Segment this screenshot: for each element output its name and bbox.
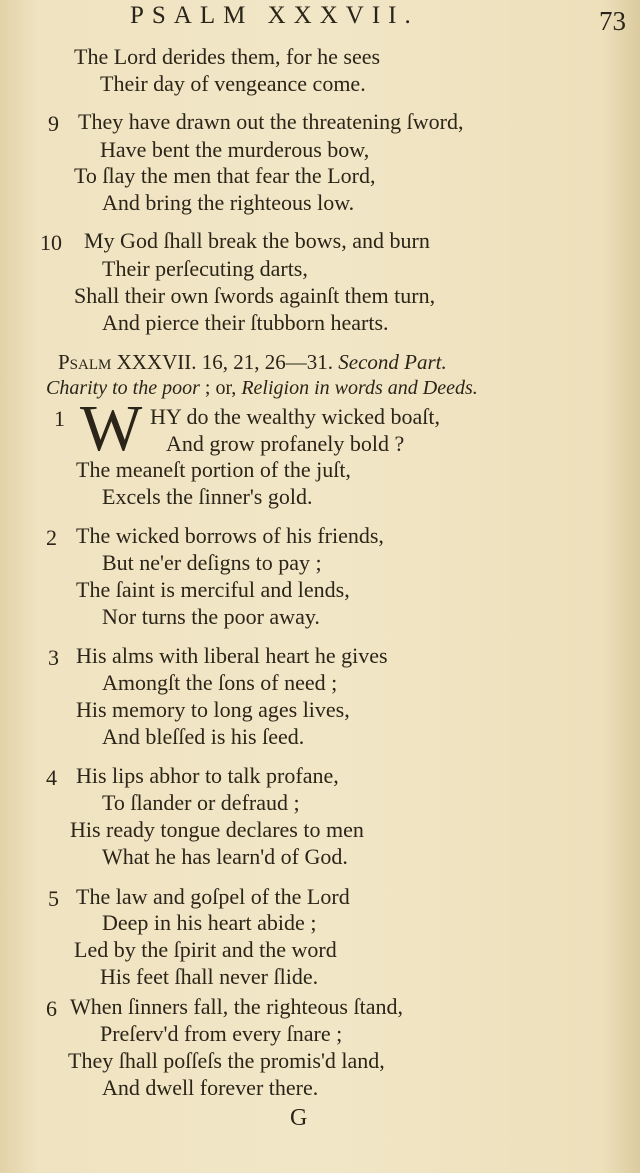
verse-line: Their perſecuting darts,	[102, 256, 308, 281]
verse-line: Shall their own ſwords againſt them turn,	[74, 283, 436, 308]
subtitle-separator: ; or,	[204, 377, 237, 399]
stanza-number: 6	[46, 996, 57, 1021]
psalm-heading	[58, 349, 447, 375]
psalm-heading-title: Psalm XXXVII. 16, 21, 26—31.	[58, 350, 334, 374]
verse-line: Nor turns the poor away.	[102, 604, 320, 629]
verse-line: The ſaint is merciful and lends,	[76, 577, 350, 602]
verse-line: To ſlander or defraud ;	[102, 790, 300, 815]
stanza-number: 4	[46, 765, 57, 790]
stanza-number: 3	[48, 645, 59, 670]
verse-line: His feet ſhall never ſlide.	[100, 964, 319, 989]
stanza-number: 1	[54, 406, 65, 431]
page-header	[0, 2, 640, 36]
stanza-number: 2	[46, 525, 57, 550]
verse-line: HY do the wealthy wicked boaſt,	[150, 404, 440, 429]
verse-line: And bleſſed is his ſeed.	[102, 724, 305, 749]
verse-line: Deep in his heart abide ;	[102, 910, 317, 935]
verse-line: Have bent the murderous bow,	[100, 137, 370, 162]
stanza-number: 9	[48, 111, 59, 136]
verse-line: His memory to long ages lives,	[76, 697, 350, 722]
verse-line: The Lord derides them, for he sees	[74, 44, 381, 69]
verse-line: They have drawn out the threatening ſword,	[78, 109, 464, 134]
page-number: 73	[599, 6, 626, 36]
verse-line: And grow profanely bold ?	[166, 431, 405, 456]
running-head: PSALM XXXVII.	[130, 2, 419, 29]
stanza-number: 10	[40, 230, 62, 255]
verse-line: They ſhall poſſeſs the promis'd land,	[68, 1048, 385, 1073]
verse-line: The meaneſt portion of the juſt,	[76, 457, 351, 482]
verse-line: My God ſhall break the bows, and burn	[84, 228, 430, 253]
verse-line: And pierce their ſtubborn hearts.	[102, 310, 389, 335]
stanza-number: 5	[48, 886, 59, 911]
verse-line: To ſlay the men that fear the Lord,	[74, 163, 376, 188]
signature-mark: G	[290, 1105, 308, 1131]
verse-line: Their day of vengeance come.	[100, 71, 366, 96]
verse-line: Excels the ſinner's gold.	[102, 484, 313, 509]
verse-line: His ready tongue declares to men	[70, 817, 364, 842]
verse-line: And bring the righteous low.	[102, 190, 355, 215]
drop-cap: W	[80, 392, 143, 465]
verse-line: The wicked borrows of his friends,	[76, 523, 384, 548]
verse-line: Amongſt the ſons of need ;	[102, 670, 338, 695]
verse-line: His lips abhor to talk profane,	[76, 763, 339, 788]
verse-line: Led by the ſpirit and the word	[74, 937, 337, 962]
subtitle-charity: Charity to the poor	[46, 377, 200, 399]
subtitle-religion: Religion in words and Deeds.	[241, 377, 478, 399]
verse-line: When ſinners fall, the righteous ſtand,	[70, 994, 403, 1019]
verse-line: What he has learn'd of God.	[102, 844, 348, 869]
verse-line: The law and goſpel of the Lord	[76, 884, 350, 909]
verse-line: And dwell forever there.	[102, 1075, 319, 1100]
part-label: Second Part.	[338, 350, 447, 374]
verse-line: Preſerv'd from every ſnare ;	[100, 1021, 343, 1046]
verse-line: His alms with liberal heart he gives	[76, 643, 388, 668]
verse-line: But ne'er deſigns to pay ;	[102, 550, 322, 575]
